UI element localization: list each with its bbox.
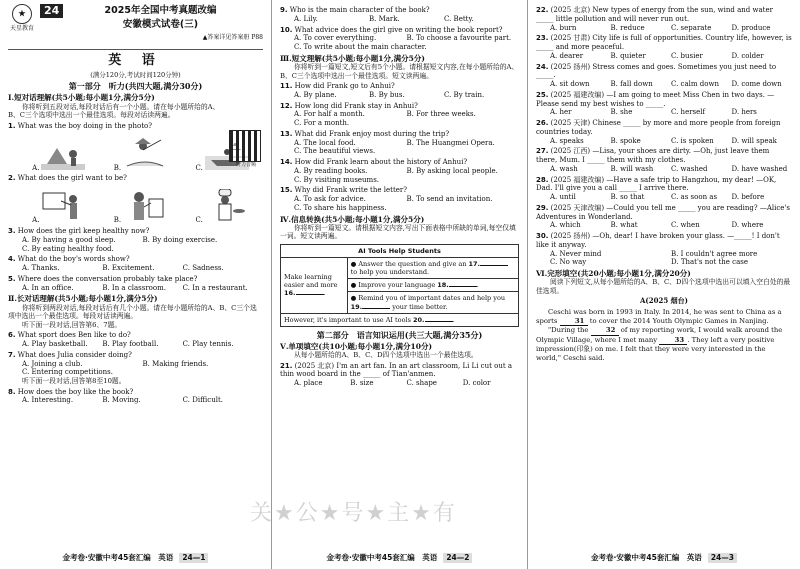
blank-18[interactable] <box>449 286 477 287</box>
question-22: 22. (2025 北京) New types of energy from the sun, wind and water _____ little pollution and will never run out. <box>536 6 773 23</box>
q28-options: A. until B. so that C. as soon as D. before <box>550 193 765 201</box>
table-row-2: ● Improve your language 18. . <box>347 279 518 292</box>
table-heading: AI Tools Help Students <box>281 244 519 257</box>
question-9: 9. Who is the main character of the book? <box>280 6 430 14</box>
question-7: 7. What does Julia consider doing? <box>8 350 132 359</box>
passage-a-heading: A(2025 烟台) <box>640 296 688 306</box>
passage-a-para-2: "During the 32 of my reporting work, I would walk around the Olympic Village, where I met many 33 . They left a very positive impression(印象) on me. I felt that they were very interested in the world," Ceschi said. <box>536 326 783 362</box>
question-14: 14. How did Frank learn about the history of Anhui? <box>280 158 468 167</box>
section-4-instructions: 你将听到一篇短文。请根据短文内容,写出下面表格中所缺的单词,每空仅填一词。短文读两遍。 <box>280 223 516 241</box>
fishing-picture-icon <box>123 136 167 172</box>
page-3: 22. (2025 北京) New types of energy from the sun, wind and water _____ little pollution and will never run out. A. burn B. reduce C. separate D. produce 23. (2025 甘肃) City life is full of opportunities. Country life, however, is _____ and more peaceful. A. dearer B. quieter C. busier D. colder 24. (2025 扬州) Stress comes and goes. Sometimes you just need to _____. A. sit down B. fall down C. calm down D. come down 25. (2025 福建改编) —I am going to meet Miss Chen in two days. —Please send my best wishes to _____. A. her B. she C. herself D. hers 26. (2025 天津) Chinese _____ by more and more people from foreign countries today. A. speaks B. spoke C. is spoken D. will speak 27. (2025 江西) —Lisa, your shoes are dirty. —Oh, just leave them there, Mum. I _____ them with my clothes. A. wash B. will wash C. washed D. have washed 28. (2025 福建改编) —Have a safe trip to Hangzhou, my dear! —OK, Dad. I'll give you a call _____ I arrive there. A. until B. so that C. as soon as D. before 29. (2025 天津改编) —Could you tell me _____ you are reading? —Alice's Adventures in Wonderland. A. which B. what C. when D. where 30. (2025 扬州) —Oh, dear! I have broken your glass. —_____! I don't like it anyway. A. Never mind B. I couldn't agree more C. No way D. That's not the case Ⅵ.完形填空(共20小题;每小题1分,满分20分) 阅读下列短文,从每小题所给的A、B、C、D四个选项中选出可以填入空白处的最佳选项。 A(2025 烟台) Ceschi was born in 1993 in Italy. In 2014, he was sent to China as a sports 31 to cover the 2014 Youth Olympic Games in Nanjing. "During the 32 of my reporting work, I would walk around the Olympic Village, where I met many 33 . They left a very positive impression(印象) on me. I felt that they were very interested in the world," Ceschi said. 金考卷·安徽中考45套汇编 英语 24—3 <box>528 0 800 569</box>
question-6: 6. What sport does Ben like to do? <box>8 331 131 340</box>
section-4-title: Ⅳ.信息转换(共5小题;每小题1分,满分5分) <box>280 214 425 224</box>
section-2-title: Ⅱ.长对话理解(共5小题;每小题1分,满分5分) <box>8 294 158 304</box>
blank-16[interactable] <box>296 294 324 295</box>
section-5-instructions: 从每小题所给的A、B、C、D四个选项中选出一个最佳选项。 <box>294 351 478 360</box>
qr-code-icon <box>229 130 261 162</box>
qr-code[interactable]: 听力音频 <box>229 130 263 168</box>
passage-a-para-1: Ceschi was born in 1993 in Italy. In 2014, he was sent to China as a sports 31 to cover the 2014 Youth Olympic Games in Nanjing. <box>536 308 782 325</box>
blank-33[interactable]: 33 <box>659 336 687 345</box>
page-1: ★ 天星教育 24 2025年全国中考真题改编 安徽模式试卷(三) ▲答案详见答案册 P88 英 语 (满分120分,考试时间120分钟) 第一部分 听力(共四大题,满分30分) Ⅰ.短对话理解(共5小题;每小题1分,满分5分) 你将听到五段对话,每段对话后有一个小题。请在每小题所给的A、B、C三个选项中选出一个最佳选项。每段对话读两遍。 听力音频 1. What was the boy doing in the photo? A. B. C. 2. What does the girl want to be? A. B. C. 3. How does the girl keep healthy now? A. By having a good sleep. B. By doing exercise. C. By eating healthy food. 4. What do the boy's words show? A. Thanks. B. Excitement. C. Sadness. 5. Where does the conversation probably take place? A. In an office. B. In a classroom. C. In a restaurant. Ⅱ.长对话理解(共5小题;每小题1分,满分5分) 你将听到两段对话,每段对话后有几个小题。请在每小题所给的A、B、C三个选项中选出一个最佳选项。每段对话读两遍。 听下面一段对话,回答第6、7题。 6. What sport does Ben like to do? A. Play basketball. B. Play football. C. Play tennis. 7. What does Julia consider doing? A. Joining a club. B. Making friends. C. Entering competitions. 听下面一段对话,回答第8至10题。 8. How does the boy like the book? A. Interesting. B. Moving. C. Difficult. 金考卷·安徽中考45套汇编 英语 24—1 <box>0 0 272 569</box>
question-3: 3. How does the girl keep healthy now? <box>8 227 150 236</box>
blank-32[interactable]: 32 <box>591 326 619 335</box>
part-2-heading: 第二部分 语言知识运用(共三大题,满分35分) <box>316 329 483 340</box>
question-24: 24. (2025 扬州) Stress comes and goes. Sometimes you just need to _____. <box>536 62 777 80</box>
question-15: 15. Why did Frank write the letter? <box>280 186 407 195</box>
question-8: 8. How does the boy like the book? <box>8 387 134 396</box>
question-26: 26. (2025 天津) Chinese _____ by more and more people from foreign countries today. <box>536 119 781 136</box>
section-1-title: Ⅰ.短对话理解(共5小题;每小题1分,满分5分) <box>8 93 155 103</box>
exam-title: 2025年全国中考真题改编 安徽模式试卷(三) <box>104 5 217 30</box>
table-row-3: ● Remind you of important dates and help you 19. your time better. <box>347 292 518 313</box>
q12-options: A. For half a month. B. For three weeks. <box>294 110 476 119</box>
q30-options: A. Never mind B. I couldn't agree more <box>550 249 758 258</box>
subject-title: 英 语 <box>108 53 163 68</box>
part-1-heading: 第一部分 听力(共四大题,满分30分) <box>68 81 203 92</box>
section-6-title: Ⅵ.完形填空(共20小题;每小题1分,满分20分) <box>536 269 691 278</box>
q11-options: A. By plane. B. By bus. C. By train. <box>294 90 485 99</box>
section-3-title: Ⅲ.短文理解(共5小题;每小题1分,满分5分) <box>280 53 425 63</box>
table-bottom-row: However, it's important to use AI tools 20. . <box>281 313 519 326</box>
answer-note: ▲答案详见答案册 P88 <box>202 34 263 41</box>
q21-options: A. place B. size C. shape D. color <box>294 379 491 388</box>
question-4: 4. What do the boy's words show? <box>8 255 130 264</box>
q25-options: A. her B. she C. herself D. hers <box>550 108 757 117</box>
question-5: 5. Where does the conversation probably take place? <box>8 274 198 283</box>
q5-options: A. In an office. B. In a classroom. C. In a restaurant. <box>22 283 248 292</box>
question-25: 25. (2025 福建改编) —I am going to meet Miss Chen in two days. —Please send my best wishes to _____. <box>536 90 775 108</box>
q29-options: A. which B. what C. when D. where <box>550 221 764 230</box>
question-2: 2. What does the girl want to be? <box>8 174 127 183</box>
exam-number-badge: 24 <box>40 4 63 18</box>
q10-options: A. To cover everything. B. To choose a favourite part. <box>294 34 512 43</box>
question-12: 12. How long did Frank stay in Anhui? <box>280 101 418 110</box>
q6-options: A. Play basketball. B. Play football. C. Play tennis. <box>22 340 234 349</box>
q4-options: A. Thanks. B. Excitement. C. Sadness. <box>22 264 224 273</box>
blank-17[interactable] <box>480 265 508 266</box>
footer-page-2: 金考卷·安徽中考45套汇编 英语 24—2 <box>280 551 519 565</box>
listen-note-2: 听下面一段对话,回答第8至10题。 <box>22 377 126 386</box>
star-logo-icon: ★ <box>12 4 32 24</box>
question-1: 1. What was the boy doing in the photo? <box>8 121 153 130</box>
section-2-instructions: 你将听到两段对话,每段对话后有几个小题。请在每小题所给的A、B、C三个选项中选出一个最佳选项。每段对话读两遍。 <box>8 303 257 321</box>
footer-page-3: 金考卷·安徽中考45套汇编 英语 24—3 <box>536 551 792 565</box>
q22-options: A. burn B. reduce C. separate D. produce <box>550 23 771 32</box>
logo-text: 天星教育 <box>9 25 34 32</box>
q14-options: A. By reading books. B. By asking local people. <box>294 166 498 175</box>
question-21: 21. (2025 北京) I'm an art fan. In an art classroom, Li Li cut out a thin wood board in the _____ of Tian'anmen. <box>280 361 513 379</box>
question-13: 13. What did Frank enjoy most during the trip? <box>280 129 450 138</box>
q2-pictures: A. B. C. <box>8 185 263 225</box>
blank-20[interactable] <box>425 321 453 322</box>
question-23: 23. (2025 甘肃) City life is full of opportunities. Country life, however, is _____ and more peaceful. <box>536 34 792 51</box>
blank-19[interactable] <box>362 308 390 309</box>
q3-options: A. By having a good sleep. B. By doing exercise. <box>22 235 218 244</box>
q7-options: A. Joining a club. B. Making friends. <box>22 359 209 368</box>
score-note: (满分120分,考试时间120分钟) <box>90 71 181 80</box>
footer-page-1: 金考卷·安徽中考45套汇编 英语 24—1 <box>8 551 263 565</box>
camping-picture-icon <box>41 136 85 172</box>
section-3-instructions: 你将听到一篇短文,短文后有5个小题。请根据短文内容,在每小题所给的A、B、C三个选项中选出一个最佳选项。短文读两遍。 <box>280 63 519 80</box>
q26-options: A. speaks B. spoke C. is spoken D. will speak <box>550 136 777 145</box>
info-table <box>280 244 519 327</box>
blank-31[interactable]: 31 <box>560 317 588 326</box>
q27-options: A. wash B. will wash C. washed D. have washed <box>550 164 788 173</box>
table-row-1: ● Answer the question and give an 17. to help you understand. <box>347 258 518 279</box>
table-left-cell: Make learning easier and more 16. . <box>281 258 348 314</box>
q9-options: A. Lily. B. Mark. C. Betty. <box>294 14 474 23</box>
section-6-instructions: 阅读下列短文,从每小题所给的A、B、C、D四个选项中选出可以填入空白处的最佳选项。 <box>536 278 791 295</box>
q1-pictures: A. B. C. <box>8 132 263 172</box>
q15-options: A. To ask for advice. B. To send an invitation. <box>294 195 493 204</box>
section-5-title: Ⅴ.单项填空(共10小题;每小题1分,满分10分) <box>280 341 432 351</box>
question-27: 27. (2025 江西) —Lisa, your shoes are dirty. —Oh, just leave them there, Mum. I _____ them with my clothes. <box>536 147 770 164</box>
publisher-logo <box>8 4 36 36</box>
question-30: 30. (2025 扬州) —Oh, dear! I have broken your glass. —_____! I don't like it anyway. <box>536 232 780 249</box>
q23-options: A. dearer B. quieter C. busier D. colder <box>550 51 764 60</box>
chef-picture-icon <box>205 189 249 225</box>
listen-note-1: 听下面一段对话,回答第6、7题。 <box>22 320 122 329</box>
question-29: 29. (2025 天津改编) —Could you tell me _____ you are reading? —Alice's Adventures in Wonderland. <box>536 203 790 221</box>
exam-header <box>8 4 263 50</box>
q24-options: A. sit down B. fall down C. calm down D. come down <box>550 80 782 88</box>
section-1-instructions: 你将听到五段对话,每段对话后有一个小题。请在每小题所给的A、B、C三个选项中选出一个最佳选项。每段对话读两遍。 <box>8 102 220 120</box>
q13-options: A. The local food. B. The Huangmei Opera. <box>294 138 495 147</box>
page-2: 9. Who is the main character of the book? A. Lily. B. Mark. C. Betty. 10. What advice does the girl give on writing the book report? A. To cover everything. B. To choose a favourite part. C. To write about the main character. Ⅲ.短文理解(共5小题;每小题1分,满分5分) 你将听到一篇短文,短文后有5个小题。请根据短文内容,在每小题所给的A、B、C三个选项中选出一个最佳选项。短文读两遍。 11. How did Frank go to Anhui? A. By plane. B. By bus. C. By train. 12. How long did Frank stay in Anhui? A. For half a month. B. For three weeks. C. For a month. 13. What did Frank enjoy most during the trip? A. The local food. B. The Huangmei Opera. C. The beautiful views. 14. How did Frank learn about the history of Anhui? A. By reading books. B. By asking local people. C. By visiting museums. 15. Why did Frank write the letter? A. To ask for advice. B. To send an invitation. C. To share his happiness. Ⅳ.信息转换(共5小题;每小题1分,满分5分) 你将听到一篇短文。请根据短文内容,写出下面表格中所缺的单词,每空仅填一词。短文读两遍。 AI Tools Help Students Make learning easier and more 16. . ● Answer the question and give an 17. to help you understand. ● Improve your language 18. . ● Remind you of important dates and help you 19. your time better. However, it's important to use AI tools 20. . 第二部分 语言知识运用(共三大题,满分35分) Ⅴ.单项填空(共10小题;每小题1分,满分10分) 从每小题所给的A、B、C、D四个选项中选出一个最佳选项。 21. (2025 北京) I'm an art fan. In an art classroom, Li Li cut out a thin wood board in the _____ of Tian'anmen. A. place B. size C. shape D. color 金考卷·安徽中考45套汇编 英语 24—2 <box>272 0 528 569</box>
question-11: 11. How did Frank go to Anhui? <box>280 82 395 91</box>
watermark: 关★公★号★主★有 <box>250 501 457 526</box>
question-28: 28. (2025 福建改编) —Have a safe trip to Hangzhou, my dear! —OK, Dad. I'll give you a call _____ I arrive there. <box>536 175 777 193</box>
teacher-picture-icon <box>41 189 85 225</box>
question-10: 10. What advice does the girl give on writing the book report? <box>280 25 503 34</box>
painter-picture-icon <box>123 189 167 225</box>
q8-options: A. Interesting. B. Moving. C. Difficult. <box>22 396 223 405</box>
